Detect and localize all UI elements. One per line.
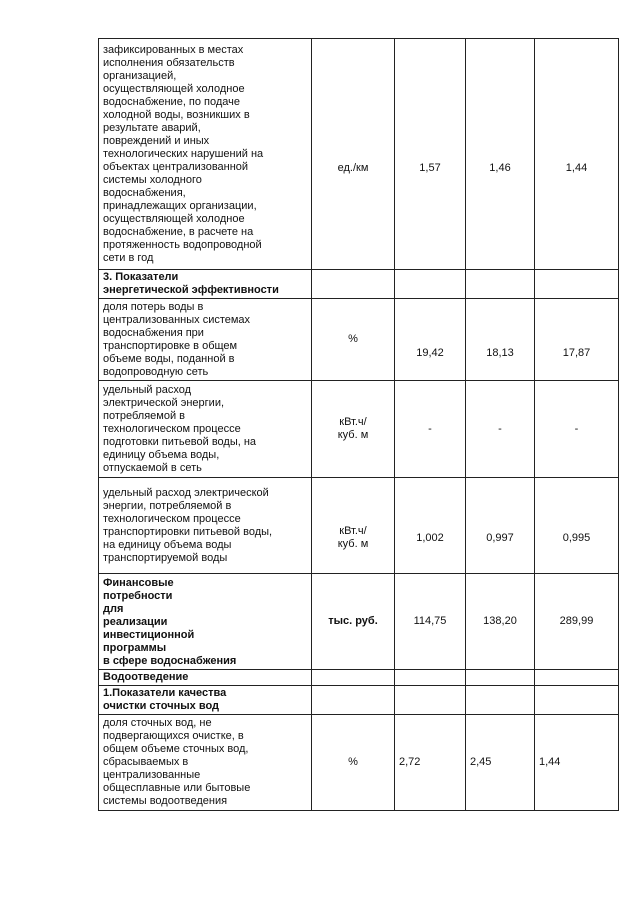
value-cell: 1,46	[466, 39, 535, 270]
indicator-description: удельный расход электрической энергии, потребляемой в технологическом процессе подготовки питьевой воды, на единицу объема воды, отпускаемой в сеть	[99, 381, 312, 478]
value-cell: 17,87	[535, 299, 619, 381]
value-cell	[466, 670, 535, 686]
value-cell: 19,42	[395, 299, 466, 381]
unit-cell: %	[312, 299, 395, 381]
value-cell: 1,002	[395, 478, 466, 574]
unit-cell: кВт.ч/ куб. м	[312, 381, 395, 478]
indicator-description: доля сточных вод, не подвергающихся очистке, в общем объеме сточных вод, сбрасываемых в централизованные общесплавные или бытовые системы водоотведения	[99, 715, 312, 811]
value-cell: 2,72	[395, 715, 466, 811]
value-cell: 1,44	[535, 715, 619, 811]
indicator-description: зафиксированных в местах исполнения обязательств организацией, осуществляющей холодное водоснабжение, по подаче холодной воды, возникших в результате аварий, повреждений и иных технологических нарушений на объектах централизованной системы холодного водоснабжения, принадлежащих организации, осуществляющей холодное водоснабжение, в расчете на протяженность водопроводной сети в год	[99, 39, 312, 270]
indicators-table	[98, 38, 619, 811]
table-row	[99, 299, 619, 381]
unit-cell: тыс. руб.	[312, 574, 395, 670]
value-cell	[535, 270, 619, 299]
section-heading: 1.Показатели качества очистки сточных вод	[99, 686, 312, 715]
table-row	[99, 381, 619, 478]
value-cell: 138,20	[466, 574, 535, 670]
indicator-description: Финансовые потребности для реализации инвестиционной программы в сфере водоснабжения	[99, 574, 312, 670]
value-cell	[395, 686, 466, 715]
value-cell	[466, 270, 535, 299]
value-cell: 114,75	[395, 574, 466, 670]
unit-cell	[312, 270, 395, 299]
table-row	[99, 478, 619, 574]
value-cell: 1,57	[395, 39, 466, 270]
section-heading: Водоотведение	[99, 670, 312, 686]
table-row	[99, 39, 619, 270]
value-cell	[535, 686, 619, 715]
value-cell	[395, 270, 466, 299]
value-cell: -	[535, 381, 619, 478]
table-row	[99, 670, 619, 686]
indicator-description: удельный расход электрической энергии, потребляемой в технологическом процессе транспортировки питьевой воды, на единицу объема воды транспортируемой воды	[99, 478, 312, 574]
value-cell: 1,44	[535, 39, 619, 270]
section-heading: 3. Показатели энергетической эффективности	[99, 270, 312, 299]
indicator-description: доля потерь воды в централизованных системах водоснабжения при транспортировке в общем объеме воды, поданной в водопроводную сеть	[99, 299, 312, 381]
value-cell: 18,13	[466, 299, 535, 381]
table-row	[99, 270, 619, 299]
value-cell: 2,45	[466, 715, 535, 811]
value-cell: 0,995	[535, 478, 619, 574]
table-row	[99, 715, 619, 811]
value-cell: 289,99	[535, 574, 619, 670]
unit-cell	[312, 670, 395, 686]
value-cell: -	[395, 381, 466, 478]
value-cell	[535, 670, 619, 686]
unit-cell	[312, 686, 395, 715]
table-row	[99, 574, 619, 670]
unit-cell: %	[312, 715, 395, 811]
value-cell: 0,997	[466, 478, 535, 574]
value-cell	[466, 686, 535, 715]
table-row	[99, 686, 619, 715]
unit-cell: кВт.ч/ куб. м	[312, 478, 395, 574]
value-cell	[395, 670, 466, 686]
value-cell: -	[466, 381, 535, 478]
unit-cell: ед./км	[312, 39, 395, 270]
